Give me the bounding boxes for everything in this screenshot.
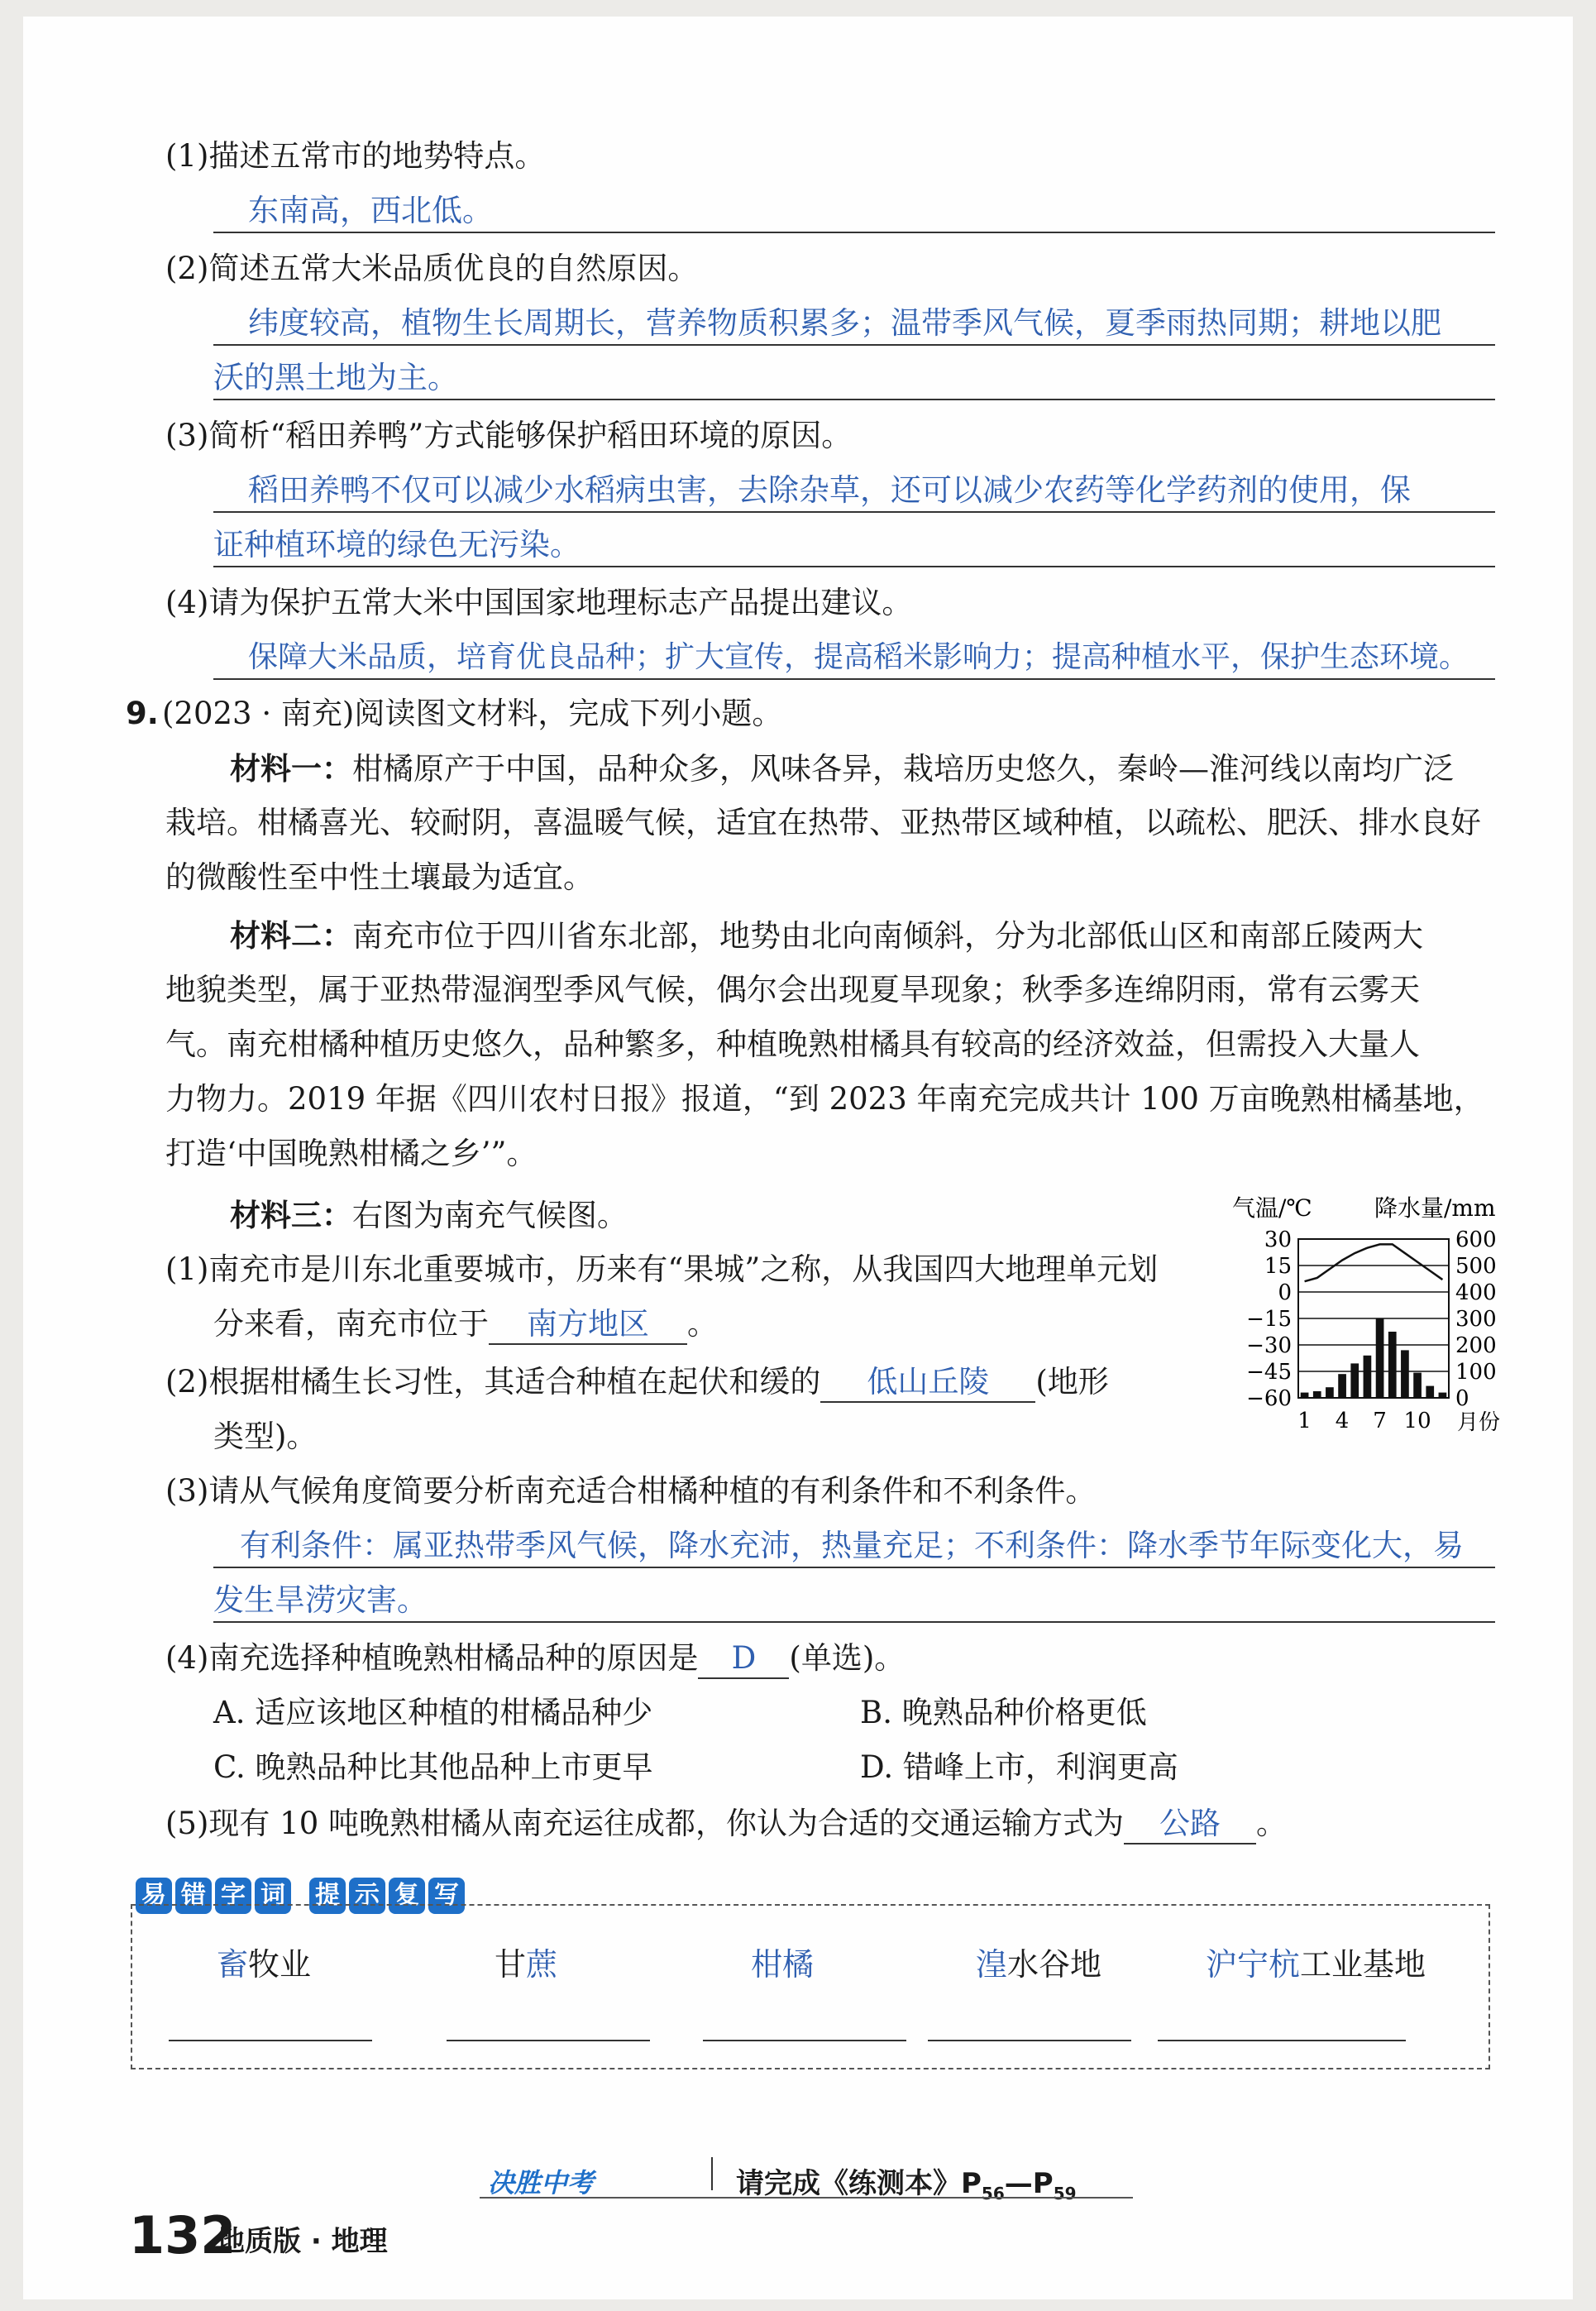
copy-hint-tag-2: 复 — [389, 1878, 425, 1914]
precip-bar — [1313, 1391, 1321, 1398]
hint-blank-line — [928, 2040, 1131, 2041]
material-1-label: 材料一： — [230, 750, 352, 787]
q9-prompt-1b: 分来看，南充市位于 南方地区 。 — [213, 1305, 718, 1345]
q9-answer-3b: 发生旱涝灾害。 — [213, 1582, 428, 1618]
hint-word-0: 畜牧业 — [217, 1946, 312, 1983]
copy-hint-tag-1: 示 — [349, 1878, 385, 1914]
right-tick-label: 400 — [1455, 1280, 1497, 1305]
hint-blank-line — [169, 2040, 372, 2041]
x-tick-label: 7 — [1373, 1409, 1387, 1433]
precip-bar — [1439, 1393, 1447, 1398]
q9-prompt-2b: 类型)。 — [213, 1419, 318, 1454]
hint-blank-line — [703, 2040, 906, 2041]
material-1-line-3: 的微酸性至中性土壤最为适宜。 — [165, 859, 594, 895]
q8-answer-2b: 沃的黑土地为主。 — [213, 360, 458, 395]
hint-word-2: 柑橘 — [751, 1946, 815, 1983]
q9-answer-2: 低山丘陵 — [820, 1363, 1035, 1403]
q9-prompt-4: (4)南充选择种植晚熟柑橘品种的原因是 D (单选)。 — [165, 1639, 905, 1679]
q8-prompt-2: (2)简述五常大米品质优良的自然原因。 — [165, 251, 699, 286]
hint-blank-line — [1158, 2040, 1406, 2041]
answer-line — [213, 1621, 1495, 1623]
option-a: A. 适应该地区种植的柑橘品种少 — [213, 1695, 653, 1730]
x-tick-label: 4 — [1335, 1409, 1350, 1433]
q9-answer-4: D — [698, 1639, 789, 1679]
footer-instruction: 请完成《练测本》$P_{56}—P_{59}$ — [736, 2167, 1077, 2203]
option-d: D. 错峰上市，利润更高 — [860, 1749, 1178, 1785]
right-tick-label: 500 — [1455, 1254, 1497, 1279]
error-word-tag-3: 词 — [255, 1878, 291, 1914]
hint-blank-line — [447, 2040, 650, 2041]
edition-label: 地质版 · 地理 — [217, 2225, 388, 2258]
q8-answer-2a: 纬度较高，植物生长周期长，营养物质积累多；温带季风气候，夏季雨热同期；耕地以肥 — [248, 305, 1441, 341]
left-tick-label: 0 — [1278, 1280, 1292, 1305]
climate-chart — [1232, 1183, 1513, 1447]
precip-bar — [1364, 1356, 1372, 1398]
footer-divider — [711, 2157, 713, 2190]
precip-bar — [1401, 1350, 1409, 1398]
left-tick-label: −15 — [1246, 1307, 1292, 1332]
right-axis-title: 降水量/mm — [1374, 1194, 1496, 1222]
x-axis-title: 月份 — [1457, 1410, 1501, 1435]
left-tick-label: −30 — [1246, 1333, 1292, 1358]
q9-answer-5: 公路 — [1124, 1805, 1256, 1844]
q8-answer-4: 保障大米品质，培育优良品种；扩大宣传，提高稻米影响力；提高种植水平，保护生态环境。 — [248, 640, 1469, 674]
answer-line — [213, 399, 1495, 400]
material-2-line-5: 打造‘中国晚熟柑橘之乡’”。 — [165, 1136, 538, 1171]
q9-answer-1: 南方地区 — [489, 1305, 687, 1345]
precip-bar — [1388, 1332, 1397, 1398]
q8-answer-3a: 稻田养鸭不仅可以减少水稻病虫害，去除杂草，还可以减少农药等化学药剂的使用，保 — [248, 472, 1411, 508]
climate-chart-svg — [1232, 1183, 1513, 1447]
q8-answer-1: 东南高，西北低。 — [248, 193, 493, 228]
q9-prompt-2a: (2)根据柑橘生长习性，其适合种植在起伏和缓的 低山丘陵 (地形 — [165, 1363, 1109, 1403]
answer-line — [213, 1567, 1495, 1568]
option-b: B. 晚熟品种价格更低 — [860, 1695, 1147, 1730]
q9-prompt-5: (5)现有 10 吨晚熟柑橘从南充运往成都，你认为合适的交通运输方式为 公路 。 — [165, 1805, 1287, 1844]
x-tick-label: 1 — [1297, 1409, 1312, 1433]
q8-prompt-1: (1)描述五常市的地势特点。 — [165, 138, 546, 174]
hint-word-4: 沪宁杭工业基地 — [1206, 1946, 1426, 1983]
right-tick-label: 600 — [1455, 1227, 1497, 1252]
q8-answer-3b: 证种植环境的绿色无污染。 — [213, 527, 581, 562]
material-1-line-1: 材料一：柑橘原产于中国，品种众多，风味各异，栽培历史悠久，秦岭—淮河线以南均广泛 — [230, 750, 1454, 787]
answer-line — [213, 232, 1495, 233]
answer-line — [213, 344, 1495, 346]
answer-line — [213, 678, 1495, 680]
hint-word-1: 甘蔗 — [495, 1946, 558, 1983]
brand-logo: 决胜中考 — [488, 2167, 595, 2199]
q8-prompt-4: (4)请为保护五常大米中国国家地理标志产品提出建议。 — [165, 585, 913, 620]
answer-line — [213, 511, 1495, 513]
precip-bar — [1326, 1387, 1334, 1398]
copy-hint-tag-3: 写 — [428, 1878, 465, 1914]
material-2-line-3: 气。南充柑橘种植历史悠久，品种繁多，种植晚熟柑橘具有较高的经济效益，但需投入大量人 — [165, 1026, 1420, 1062]
precip-bar — [1301, 1393, 1309, 1398]
option-c: C. 晚熟品种比其他品种上市更早 — [213, 1749, 653, 1785]
right-tick-label: 300 — [1455, 1307, 1497, 1332]
material-3-line: 材料三：右图为南充气候图。 — [230, 1197, 628, 1233]
left-tick-label: 30 — [1264, 1227, 1292, 1252]
error-word-tag-1: 错 — [175, 1878, 212, 1914]
q9-answer-3a: 有利条件：属亚热带季风气候，降水充沛，热量充足；不利条件：降水季节年际变化大，易 — [240, 1528, 1464, 1563]
precip-bar — [1376, 1318, 1384, 1398]
material-2-line-4: 力物力。2019 年据《四川农村日报》报道，“到 2023 年南充完成共计 100 万亩晚熟柑橘基地， — [165, 1081, 1484, 1117]
q9-prompt-3: (3)请从气候角度简要分析南充适合柑橘种植的有利条件和不利条件。 — [165, 1473, 1097, 1509]
q9-prompt-1a: (1)南充市是川东北重要城市，历来有“果城”之称，从我国四大地理单元划 — [165, 1251, 1159, 1287]
right-tick-label: 0 — [1455, 1386, 1469, 1411]
copy-hint-tag-0: 提 — [309, 1878, 346, 1914]
left-tick-label: −45 — [1246, 1360, 1292, 1385]
q8-prompt-3: (3)简析“稻田养鸭”方式能够保护稻田环境的原因。 — [165, 418, 853, 453]
precip-bar — [1413, 1373, 1422, 1398]
temperature-line — [1305, 1244, 1443, 1281]
right-tick-label: 200 — [1455, 1333, 1497, 1358]
hint-word-3: 湟水谷地 — [976, 1946, 1102, 1983]
left-tick-label: −60 — [1246, 1386, 1292, 1411]
x-tick-label: 10 — [1403, 1409, 1431, 1433]
hint-box — [131, 1904, 1490, 2069]
precip-bar — [1350, 1363, 1359, 1398]
material-2-label: 材料二： — [230, 917, 352, 954]
material-2-line-2: 地貌类型，属于亚热带湿润型季风气候，偶尔会出现夏旱现象；秋季多连绵阴雨，常有云雾天 — [165, 972, 1420, 1007]
q9-number: 9. — [126, 696, 159, 731]
error-word-tag-2: 字 — [215, 1878, 251, 1914]
material-2-line-1: 材料二：南充市位于四川省东北部，地势由北向南倾斜，分为北部低山区和南部丘陵两大 — [230, 917, 1423, 954]
precip-bar — [1426, 1386, 1434, 1398]
q9-header: (2023 · 南充)阅读图文材料，完成下列小题。 — [162, 696, 783, 731]
error-word-tag-0: 易 — [136, 1878, 172, 1914]
left-axis-title: 气温/℃ — [1232, 1194, 1312, 1222]
page-number: 132 — [129, 2205, 237, 2266]
answer-line — [213, 566, 1495, 567]
material-1-line-2: 栽培。柑橘喜光、较耐阴，喜温暖气候，适宜在热带、亚热带区域种植，以疏松、肥沃、排水良好 — [165, 805, 1481, 840]
left-tick-label: 15 — [1264, 1254, 1292, 1279]
material-3-label: 材料三： — [230, 1197, 352, 1233]
right-tick-label: 100 — [1455, 1360, 1497, 1385]
precip-bar — [1338, 1374, 1346, 1398]
footer-rule — [480, 2197, 1133, 2199]
